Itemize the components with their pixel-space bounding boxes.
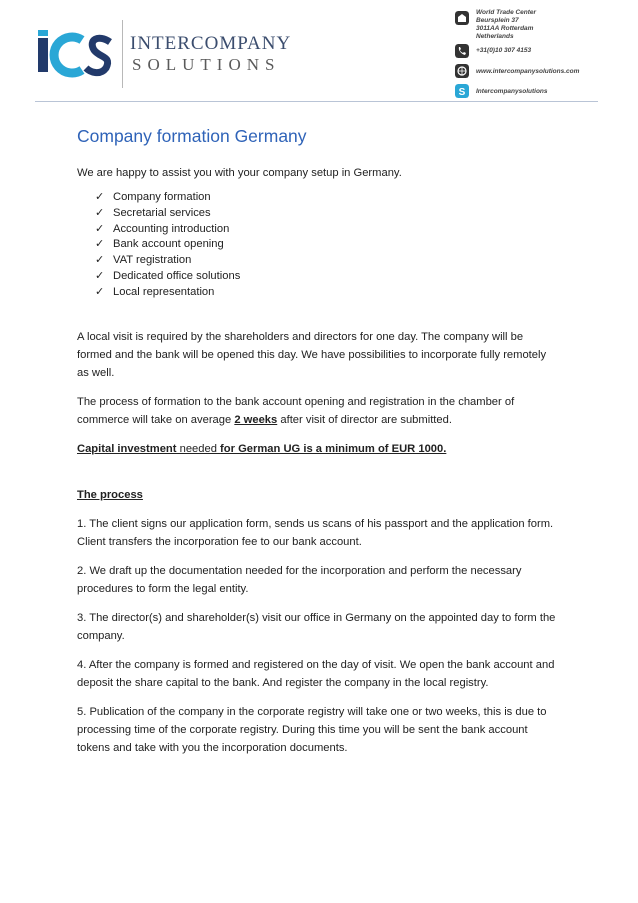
list-item — [95, 222, 557, 238]
svg-text:S: S — [458, 87, 466, 98]
address-line: Beursplein 37 — [476, 17, 519, 24]
process-heading — [77, 486, 557, 504]
list-item — [95, 206, 557, 222]
header-divider — [35, 101, 598, 102]
list-item — [95, 190, 557, 206]
process-step: 5. Publication of the company in the corporate registry will take one or two weeks, this is due to processing time of the corporate registry. During this time you will be sent the bank account tokens and take with you the incorporation documents. — [77, 705, 547, 754]
list-item — [95, 237, 557, 253]
service-label: Dedicated office solutions — [113, 269, 241, 282]
checkmark-icon: ✓ — [95, 254, 105, 267]
phone-icon — [455, 44, 469, 58]
checkmark-icon: ✓ — [95, 222, 105, 235]
phone-number: +31(0)10 307 4153 — [476, 47, 532, 54]
skype-handle[interactable]: Intercompanysolutions — [476, 88, 548, 95]
checkmark-icon: ✓ — [95, 285, 105, 298]
skype-icon — [455, 84, 469, 98]
page-title: Company formation Germany — [77, 126, 307, 146]
brand-name-line1: INTERCOMPANY — [130, 33, 292, 54]
address-line: 3011AA Rotterdam — [476, 25, 534, 32]
service-label: Bank account opening — [113, 238, 224, 251]
document-body — [77, 126, 557, 757]
timing-highlight: 2 weeks — [234, 413, 278, 426]
timing-paragraph — [77, 393, 557, 429]
globe-icon — [455, 64, 469, 78]
website-link[interactable]: www.intercompanysolutions.com — [476, 68, 580, 75]
timing-text-end: after visit of director are submitted. — [277, 413, 452, 426]
service-label: Accounting introduction — [113, 222, 230, 235]
checkmark-icon: ✓ — [95, 206, 105, 219]
services-list — [77, 190, 557, 301]
letterhead — [0, 0, 638, 110]
address-line: Netherlands — [476, 33, 514, 40]
list-item — [95, 269, 557, 285]
capital-connector: needed — [176, 442, 221, 455]
timing-text: The process of formation to the bank account opening and registration in the chamber of commerce will take on average — [77, 395, 515, 426]
building-icon — [455, 11, 469, 25]
visit-paragraph: A local visit is required by the shareholders and directors for one day. The company will be formed and the bank will be opened this day. We have possibilities to incorporate fully remotely as well. — [77, 330, 547, 379]
process-step: 3. The director(s) and shareholder(s) visit our office in Germany on the appointed day to form the company. — [77, 611, 556, 642]
service-label: VAT registration — [113, 254, 192, 267]
process-step: 2. We draft up the documentation needed for the incorporation and perform the necessary procedures to form the legal entity. — [77, 564, 522, 595]
address-block — [476, 9, 536, 41]
checkmark-icon: ✓ — [95, 238, 105, 251]
address-line: World Trade Center — [476, 9, 537, 16]
process-step: 1. The client signs our application form, sends us scans of his passport and the application form. Client transfers the incorporation fee to our bank account. — [77, 517, 554, 548]
service-label: Secretarial services — [113, 206, 211, 219]
capital-paragraph — [77, 440, 557, 458]
checkmark-icon: ✓ — [95, 269, 105, 282]
list-item — [95, 253, 557, 269]
intro-text: We are happy to assist you with your company setup in Germany. — [77, 167, 402, 179]
process-heading-text: The process — [77, 488, 143, 501]
process-step: 4. After the company is formed and registered on the day of visit. We open the bank account and deposit the share capital to the bank. And register the company in the local registry. — [77, 658, 555, 689]
checkmark-icon: ✓ — [95, 191, 105, 203]
capital-label: Capital investment — [77, 442, 177, 455]
ics-logo-mark — [38, 30, 114, 80]
logo-divider — [122, 20, 123, 88]
list-item — [95, 285, 557, 301]
service-label: Company formation — [113, 191, 211, 203]
service-label: Local representation — [113, 285, 215, 298]
capital-amount: for German UG is a minimum of EUR 1000. — [220, 442, 447, 455]
brand-name-line2: SOLUTIONS — [132, 55, 281, 74]
